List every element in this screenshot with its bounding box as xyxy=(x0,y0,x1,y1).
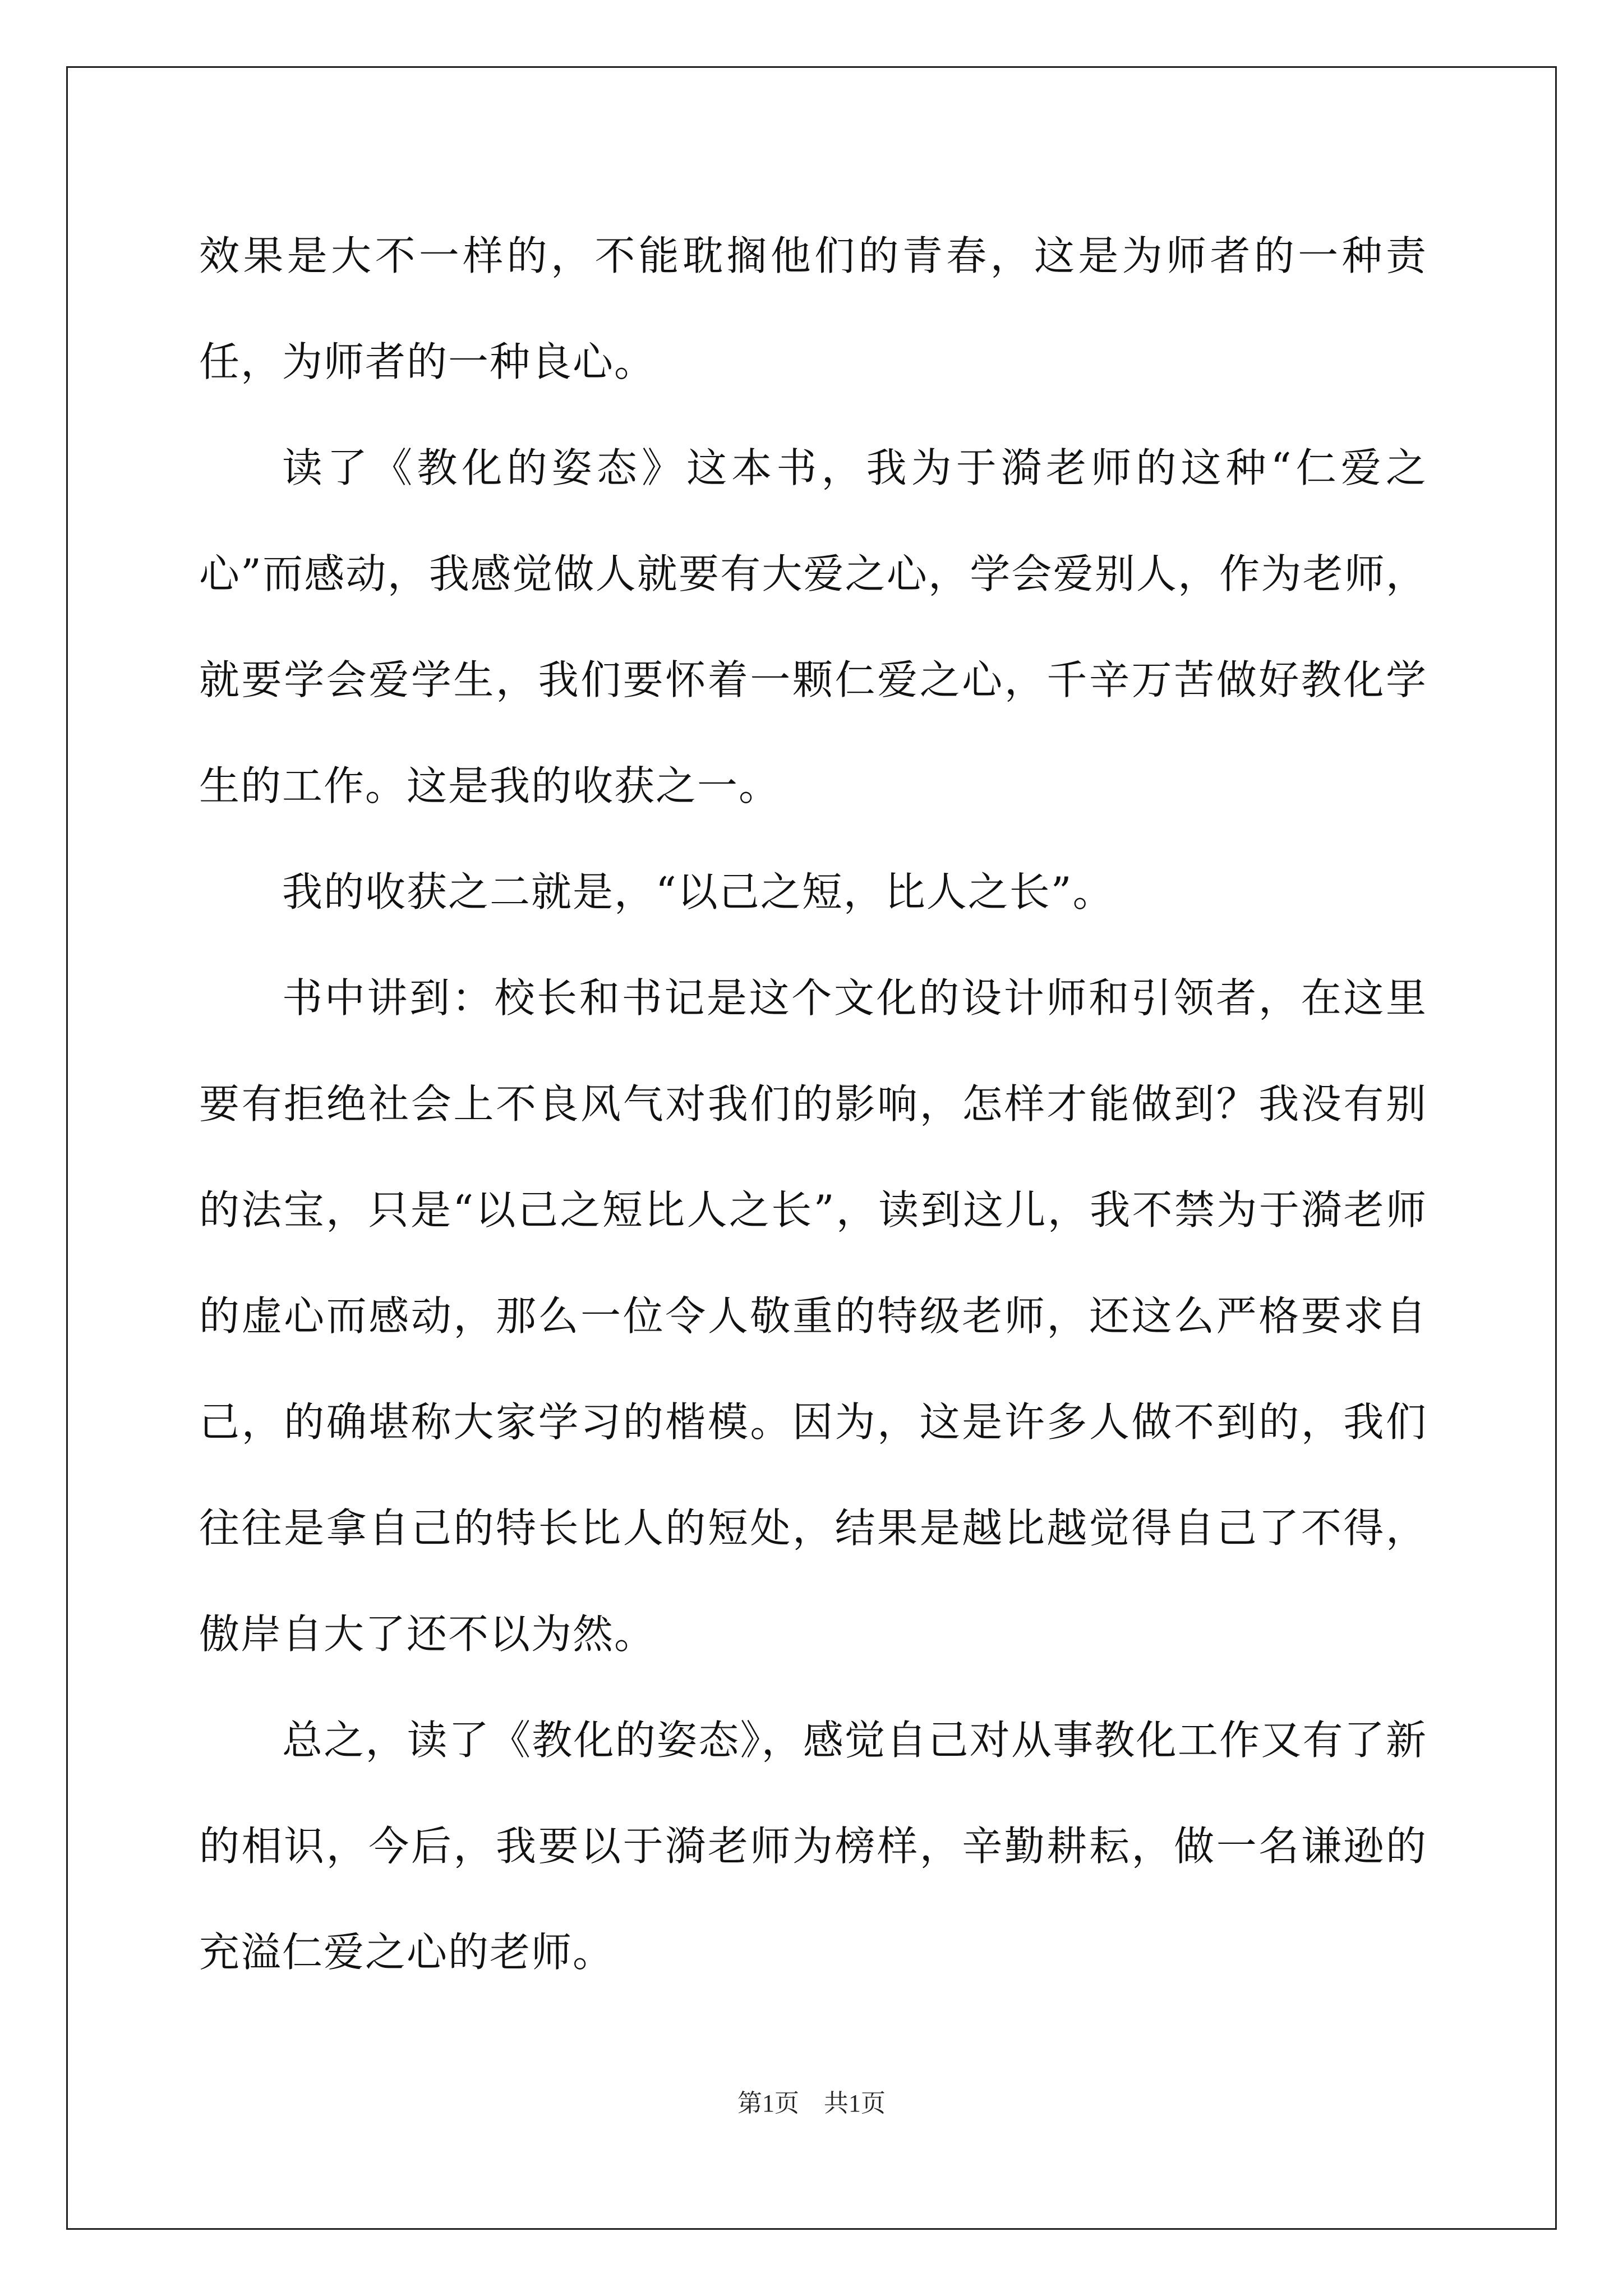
page-number-current: 第1页 xyxy=(737,2090,799,2117)
page-footer xyxy=(0,2087,1623,2120)
paragraph-5: 总之，读了《教化的姿态》，感觉自己对从事教化工作又有了新的相识，今后，我要以于漪老师为榜样，辛勤耕耘，做一名谦逊的充溢仁爱之心的老师。 xyxy=(199,1717,1427,1976)
document-body xyxy=(199,203,1427,2005)
paragraph-4: 书中讲到：校长和书记是这个文化的设计师和引领者，在这里要有拒绝社会上不良风气对我们的影响，怎样才能做到？我没有别的法宝，只是“以己之短比人之长”，读到这儿，我不禁为于漪老师的虚心而感动，那么一位令人敬重的特级老师，还这么严格要求自己，的确堪称大家学习的楷模。因为，这是许多人做不到的，我们往往是拿自己的特长比人的短处，结果是越比越觉得自己了不得，傲岸自大了还不以为然。 xyxy=(199,974,1427,1658)
page-number-total: 共1页 xyxy=(824,2090,886,2117)
paragraph-3: 我的收获之二就是，“以己之短，比人之长”。 xyxy=(282,868,1114,915)
paragraph-2: 读了《教化的姿态》这本书，我为于漪老师的这种“仁爱之心”而感动，我感觉做人就要有大爱之心，学会爱别人，作为老师，就要学会爱学生，我们要怀着一颗仁爱之心，千辛万苦做好教化学生的工作。这是我的收获之一。 xyxy=(199,444,1427,809)
paragraph-1: 效果是大不一样的，不能耽搁他们的青春，这是为师者的一种责任，为师者的一种良心。 xyxy=(199,232,1427,385)
